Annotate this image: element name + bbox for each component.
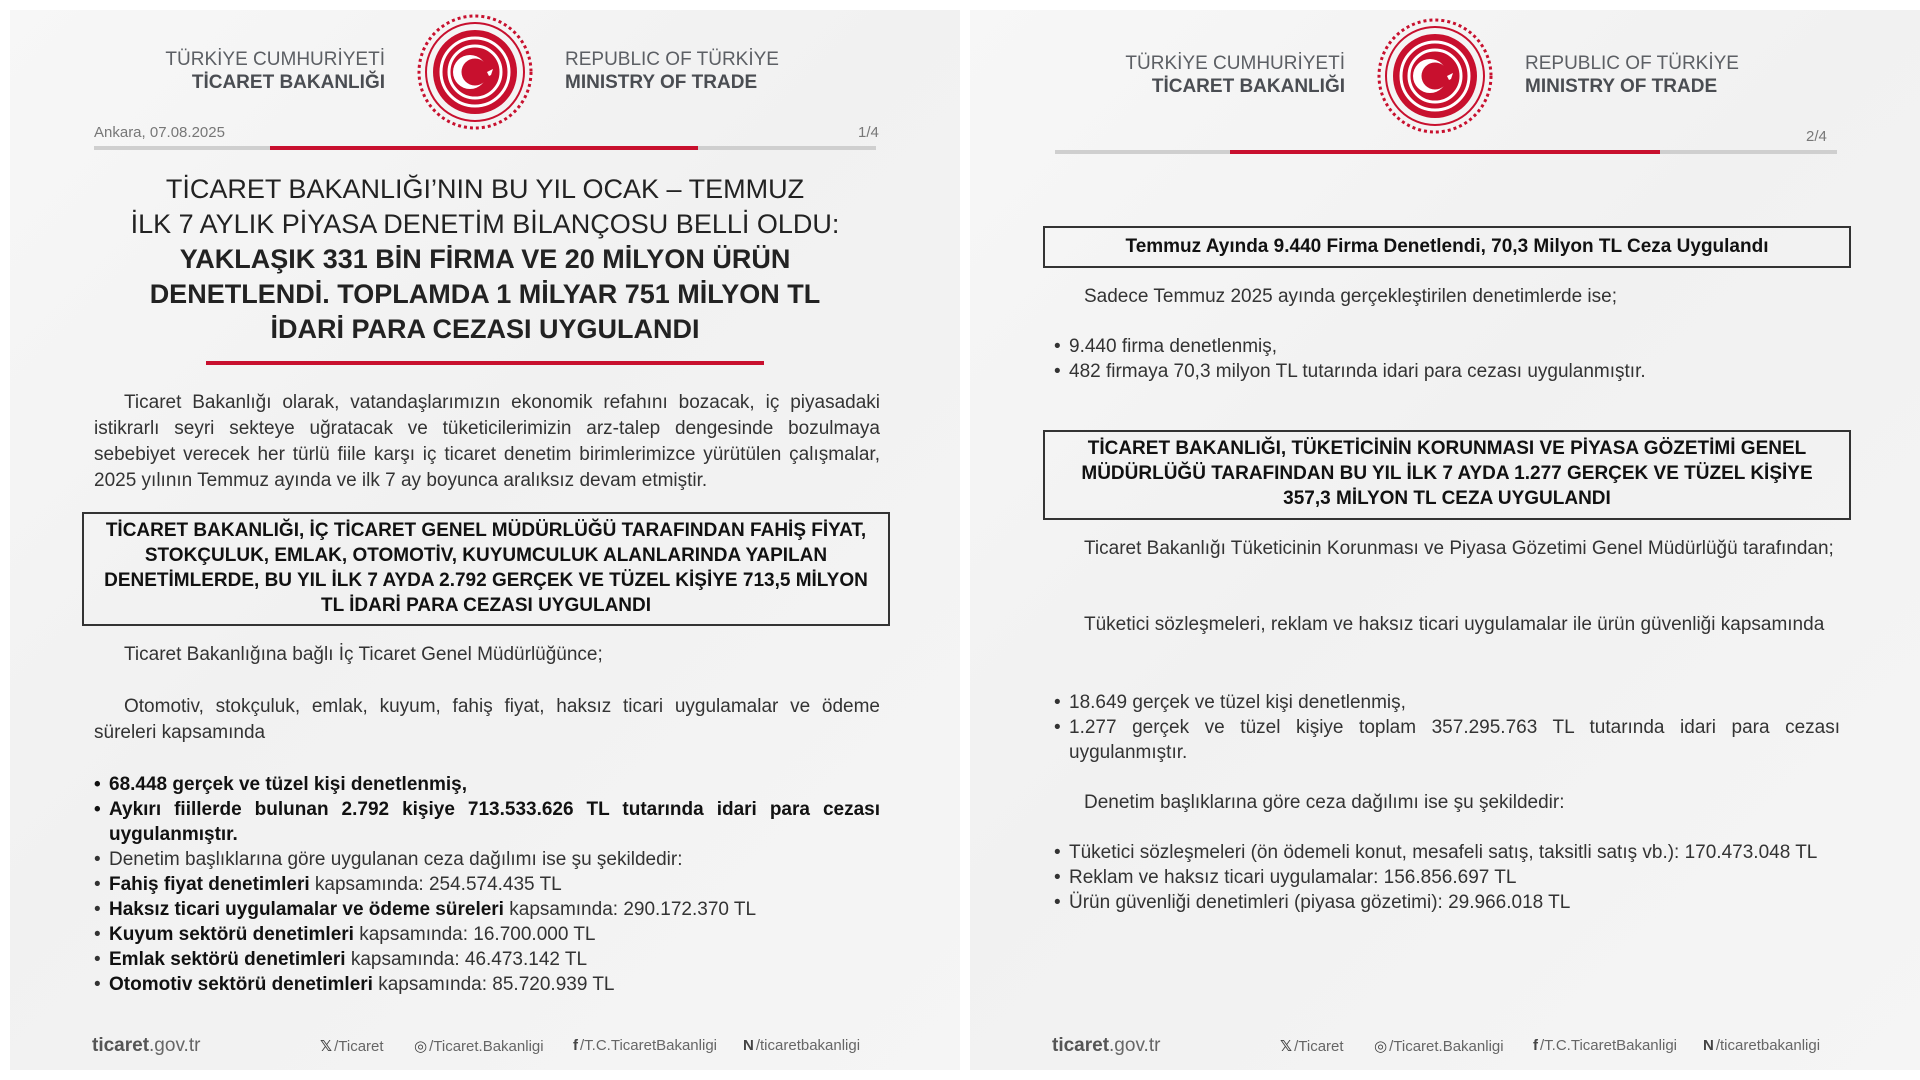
list-item	[94, 947, 880, 972]
letterhead-turkish	[165, 48, 385, 94]
paragraph-july: Sadece Temmuz 2025 ayında gerçekleştirilen denetimlerde ise;	[1084, 286, 1618, 307]
letterhead-english	[565, 48, 779, 94]
list-item-value: kapsamında: 254.574.435 TL	[309, 874, 562, 895]
title-separator	[206, 361, 764, 365]
paragraph-distribution: Denetim başlıklarına göre ceza dağılımı ise şu şekildedir:	[1084, 792, 1565, 813]
list-item-value: kapsamında: 16.700.000 TL	[353, 924, 596, 945]
list-item-label: Haksız ticari uygulamalar ve ödeme süreleri	[109, 899, 504, 920]
press-release-page-2	[970, 10, 1920, 1070]
x-handle: /Ticaret	[334, 1038, 384, 1055]
ministry-emblem-icon	[415, 12, 535, 132]
header-rule-accent	[270, 146, 698, 150]
x-link[interactable]	[1280, 1037, 1344, 1055]
list-item: • 9.440 firma denetlenmiş,	[1054, 334, 1840, 359]
page-footer	[970, 1030, 1920, 1070]
list-item-value: kapsamında: 46.473.142 TL	[345, 949, 588, 970]
website-link[interactable]	[1052, 1035, 1160, 1057]
list-item	[94, 897, 880, 922]
instagram-icon: ◎	[1374, 1038, 1388, 1055]
nsosyal-handle: /ticaretbakanligi	[755, 1037, 861, 1054]
website-domain: ticaret	[1052, 1035, 1110, 1056]
facebook-handle: /T.C.TicaretBakanligi	[1540, 1037, 1677, 1054]
list-item-label: Kuyum sektörü denetimleri	[109, 924, 354, 945]
facebook-handle: /T.C.TicaretBakanligi	[580, 1037, 717, 1054]
list-item: • Reklam ve haksız ticari uygulamalar: 156.856.697 TL	[1054, 865, 1840, 890]
instagram-handle: /Ticaret.Bakanligi	[429, 1038, 544, 1055]
instagram-link[interactable]	[414, 1037, 544, 1055]
letterhead	[970, 14, 1920, 134]
facebook-link[interactable]	[1533, 1037, 1677, 1054]
list-item: • Tüketici sözleşmeleri (ön ödemeli konut, mesafeli satış, taksitli satış vb.): 170.473.048 TL	[1054, 840, 1840, 865]
instagram-link[interactable]	[1374, 1037, 1504, 1055]
website-tld: .gov.tr	[1109, 1035, 1161, 1056]
letterhead-turkish	[1125, 52, 1345, 98]
ministry-emblem-icon	[1375, 16, 1495, 136]
header-rule-accent	[1230, 150, 1660, 154]
list-item: • Denetim başlıklarına göre uygulanan ceza dağılımı ise şu şekildedir:	[94, 847, 880, 872]
list-item-value: kapsamında: 85.720.939 TL	[372, 974, 615, 995]
x-icon: 𝕏	[1280, 1038, 1293, 1055]
statistics-list	[94, 772, 880, 997]
page-number: 1/4	[858, 124, 879, 141]
letterhead	[10, 10, 960, 130]
nsosyal-icon: N	[1703, 1037, 1714, 1054]
list-item: • 68.448 gerçek ve tüzel kişi denetlenmiş,	[94, 772, 880, 797]
list-item: • 482 firmaya 70,3 milyon TL tutarında idari para cezası uygulanmıştır.	[1054, 359, 1840, 384]
list-item: • 1.277 gerçek ve tüzel kişiye toplam 357.295.763 TL tutarında idari para cezası uygulanmıştır.	[1054, 715, 1840, 765]
july-statistics-list	[1054, 334, 1840, 384]
consumer-statistics-list	[1054, 690, 1840, 765]
list-item	[94, 872, 880, 897]
title-line-3: YAKLAŞIK 331 BİN FİRMA VE 20 MİLYON ÜRÜN	[179, 244, 791, 274]
facebook-icon: f	[573, 1037, 578, 1054]
nsosyal-link[interactable]	[1703, 1037, 1820, 1054]
letterhead-en-line2: MINISTRY OF TRADE	[565, 72, 758, 93]
title-line-4: DENETLENDİ. TOPLAMDA 1 MİLYAR 751 MİLYON TL	[149, 279, 821, 309]
letterhead-tr-line2: TİCARET BAKANLIĞI	[1151, 76, 1345, 97]
website-link[interactable]	[92, 1035, 200, 1057]
list-item	[94, 922, 880, 947]
letterhead-tr-line2: TİCARET BAKANLIĞI	[191, 72, 385, 93]
letterhead-english	[1525, 52, 1739, 98]
nsosyal-link[interactable]	[743, 1037, 860, 1054]
instagram-icon: ◎	[414, 1038, 428, 1055]
list-item: • Ürün güvenliği denetimleri (piyasa gözetimi): 29.966.018 TL	[1054, 890, 1840, 915]
page-footer	[10, 1030, 960, 1070]
list-item-label: Fahiş fiyat denetimleri	[109, 874, 310, 895]
document-date: Ankara, 07.08.2025	[94, 124, 225, 141]
x-link[interactable]	[320, 1037, 384, 1055]
highlight-box-july: Temmuz Ayında 9.440 Firma Denetlendi, 70,3 Milyon TL Ceza Uygulandı	[1043, 226, 1851, 268]
highlight-box: TİCARET BAKANLIĞI, İÇ TİCARET GENEL MÜDÜRLÜĞÜ TARAFINDAN FAHİŞ FİYAT, STOKÇULUK, EMLAK, OTOMOTİV, KUYUMCULUK ALANLARINDA YAPILAN DENETİMLERDE, BU YIL İLK 7 AYDA 2.792 GERÇEK VE TÜZEL KİŞİYE 713,5 MİLYON TL İDARİ PARA CEZASI UYGULANDI	[82, 512, 890, 626]
letterhead-tr-line1: TÜRKİYE CUMHURİYETİ	[1125, 53, 1345, 74]
page-title	[90, 172, 880, 347]
website-tld: .gov.tr	[149, 1035, 201, 1056]
title-line-2: İLK 7 AYLIK PİYASA DENETİM BİLANÇOSU BELLİ OLDU:	[130, 209, 840, 239]
paragraph-consumer-directorate: Ticaret Bakanlığı Tüketicinin Korunması ve Piyasa Gözetimi Genel Müdürlüğü tarafından;	[1084, 538, 1834, 559]
list-item	[94, 972, 880, 997]
letterhead-en-line2: MINISTRY OF TRADE	[1525, 76, 1718, 97]
page-number: 2/4	[1806, 128, 1827, 145]
list-item: • Aykırı fiillerde bulunan 2.792 kişiye 713.533.626 TL tutarında idari para cezası uygulanmıştır.	[94, 797, 880, 847]
list-item-label: Otomotiv sektörü denetimleri	[109, 974, 373, 995]
facebook-link[interactable]	[573, 1037, 717, 1054]
header-rule	[1055, 150, 1837, 154]
website-domain: ticaret	[92, 1035, 150, 1056]
paragraph-scope: Otomotiv, stokçuluk, emlak, kuyum, fahiş fiyat, haksız ticari uygulamalar ve ödeme süreleri kapsamında	[94, 696, 880, 743]
paragraph-consumer-scope: Tüketici sözleşmeleri, reklam ve haksız ticari uygulamalar ile ürün güvenliği kapsamında	[1084, 614, 1825, 635]
press-release-page-1	[10, 10, 960, 1070]
list-item-label: Emlak sektörü denetimleri	[109, 949, 346, 970]
x-icon: 𝕏	[320, 1038, 333, 1055]
instagram-handle: /Ticaret.Bakanligi	[1389, 1038, 1504, 1055]
highlight-box-consumer: TİCARET BAKANLIĞI, TÜKETİCİNİN KORUNMASI VE PİYASA GÖZETİMİ GENEL MÜDÜRLÜĞÜ TARAFINDAN BU YIL İLK 7 AYDA 1.277 GERÇEK VE TÜZEL KİŞİYE 357,3 MİLYON TL CEZA UYGULANDI	[1043, 430, 1851, 520]
letterhead-en-line1: REPUBLIC OF TÜRKİYE	[1525, 53, 1739, 74]
title-line-5: İDARİ PARA CEZASI UYGULANDI	[270, 314, 700, 344]
header-rule	[94, 146, 876, 150]
list-item-value: kapsamında: 290.172.370 TL	[503, 899, 757, 920]
distribution-list	[1054, 840, 1840, 915]
facebook-icon: f	[1533, 1037, 1538, 1054]
title-line-1: TİCARET BAKANLIĞI’NIN BU YIL OCAK – TEMMUZ	[165, 174, 805, 204]
letterhead-tr-line1: TÜRKİYE CUMHURİYETİ	[165, 49, 385, 70]
paragraph-directorate: Ticaret Bakanlığına bağlı İç Ticaret Genel Müdürlüğünce;	[124, 644, 603, 665]
list-item: • 18.649 gerçek ve tüzel kişi denetlenmiş,	[1054, 690, 1840, 715]
nsosyal-icon: N	[743, 1037, 754, 1054]
nsosyal-handle: /ticaretbakanligi	[1715, 1037, 1821, 1054]
x-handle: /Ticaret	[1294, 1038, 1344, 1055]
letterhead-en-line1: REPUBLIC OF TÜRKİYE	[565, 49, 779, 70]
intro-paragraph: Ticaret Bakanlığı olarak, vatandaşlarımızın ekonomik refahını bozacak, iç piyasadaki istikrarlı seyri sekteye uğratacak ve tüketicilerimizin arz-talep dengesinde bozulmaya sebebiyet verecek her türlü fiile karşı iç ticaret denetim birimlerimizce yürütülen çalışmalar, 2025 yılının Temmuz ayında ve ilk 7 ay boyunca aralıksız devam etmiştir.	[94, 392, 880, 491]
